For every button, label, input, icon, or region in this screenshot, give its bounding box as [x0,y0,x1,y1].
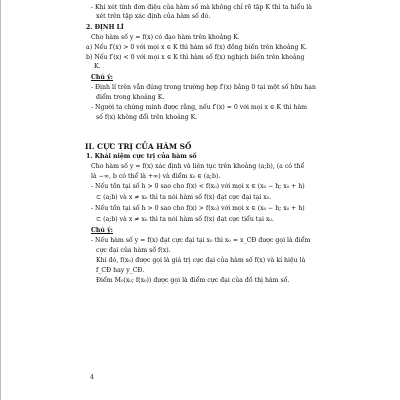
text-line: b) Nếu f′(x) < 0 với mọi x ∈ K thì hàm số f(x) nghịch biến trên khoảng [86,54,305,61]
text-line: Cho hàm số y = f(x) có đạo hàm trên khoảng K. [91,34,240,41]
text-line: a) Nếu f′(x) > 0 với mọi x ∈ K thì hàm số f(x) đồng biến trên khoảng K. [86,44,308,51]
text-line: - Nếu hàm số y = f(x) đạt cực đại tại x₀ thì x₀ = x_CĐ được gọi là điểm [91,237,311,244]
text-line: f_CĐ hay y_CĐ. [96,267,145,274]
text-line: - Nếu tồn tại số h > 0 sao cho f(x) < f(x₀) với mọi x ∈ (x₀ − h; x₀ + h) [91,183,305,190]
page-number: 4 [90,374,94,381]
text-line: ⊂ (a;b) và x ≠ x₀ thì ta nói hàm số f(x) đạt cực đại tại x₀. [96,194,272,201]
text-line: Chú ý: [91,74,113,81]
text-line: - Nếu tồn tại số h > 0 sao cho f(x) > f(x₀) với mọi x ∈ (x₀ − h; x₀ + h) [91,205,305,212]
text-line: - Khi xét tính đơn điệu của hàm số mà không chỉ rõ tập K thì ta hiểu là [91,4,312,11]
text-line: điểm trong khoảng K. [96,94,165,101]
text-line: Điểm M₀(x₀; f(x₀)) được gọi là điểm cực đại của đồ thị hàm số. [96,277,290,284]
text-line: - Định lí trên vẫn đúng trong trường hợp f′(x) bằng 0 tại một số hữu hạn [91,84,316,91]
text-line: số f(x) không đổi trên khoảng K. [96,114,198,121]
text-line: Cho hàm số y = f(x) xác định và liên tục trên khoảng (a;b), (a có thể [91,163,305,170]
text-line: xét trên tập xác định của hàm số đó. [96,13,211,20]
text-line: là −∞, b có thể là +∞) và điểm x₀ ∈ (a;b). [91,173,221,180]
text-line: cực đại của hàm số f(x). [96,247,171,254]
text-line: ⊂ (a;b) và x ≠ x₀ thì ta nói hàm số f(x) đạt cực tiểu tại x₀. [96,216,274,223]
text-line: - Người ta chứng minh được rằng, nếu f′(x) = 0 với mọi x ∈ K thì hàm [91,104,308,111]
text-line: Khi đó, f(x₀) được gọi là giá trị cực đại của hàm số f(x) và kí hiệu là [96,257,306,264]
text-line: 1. Khái niệm cực trị của hàm số [86,153,197,160]
text-line: 2. ĐỊNH LÍ [86,24,124,31]
text-line: II. CỰC TRỊ CỦA HÀM SỐ [85,142,192,151]
text-line: Chú ý: [91,227,113,234]
text-line: K. [94,63,101,70]
